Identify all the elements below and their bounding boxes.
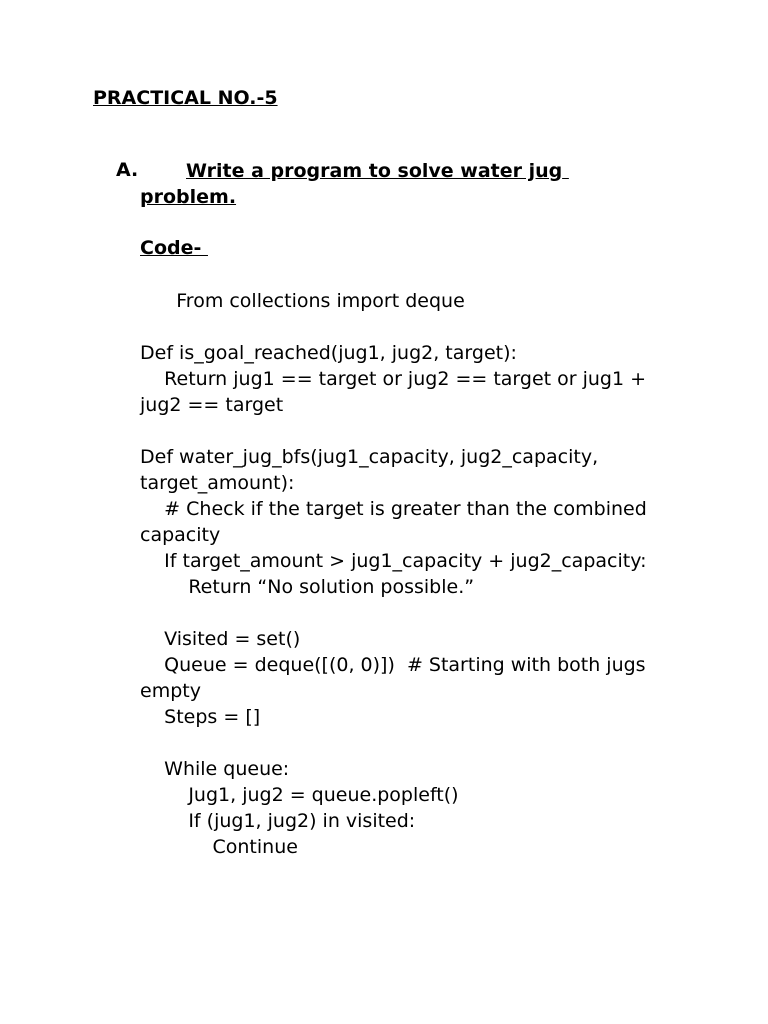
code-line: Def water_jug_bfs(jug1_capacity, jug2_capacity, target_amount): bbox=[140, 446, 605, 494]
code-line: From collections import deque bbox=[140, 290, 465, 312]
code-line bbox=[140, 314, 680, 340]
code-line: Queue = deque([(0, 0)]) # Starting with both jugs empty bbox=[140, 654, 652, 702]
code-line: Continue bbox=[140, 836, 298, 858]
code-line: Return jug1 == target or jug2 == target or jug1 + jug2 == target bbox=[140, 368, 653, 416]
code-line: # Check if the target is greater than the combined capacity bbox=[140, 498, 653, 546]
code-block bbox=[140, 288, 680, 860]
code-line: If target_amount > jug1_capacity + jug2_capacity: bbox=[140, 550, 647, 572]
code-line: Jug1, jug2 = queue.popleft() bbox=[140, 784, 459, 806]
code-line: Return “No solution possible.” bbox=[140, 576, 475, 598]
code-line: Def is_goal_reached(jug1, jug2, target): bbox=[140, 342, 517, 364]
code-line bbox=[140, 730, 680, 756]
code-line: If (jug1, jug2) in visited: bbox=[140, 810, 416, 832]
code-line bbox=[140, 418, 680, 444]
code-label: Code- bbox=[140, 237, 208, 259]
question-text: Write a program to solve water jug problem. bbox=[140, 160, 569, 208]
practical-heading: PRACTICAL NO.-5 bbox=[93, 87, 278, 109]
code-line: While queue: bbox=[140, 758, 290, 780]
code-line bbox=[140, 600, 680, 626]
code-line: Visited = set() bbox=[140, 628, 301, 650]
code-line: Steps = [] bbox=[140, 706, 261, 728]
question-label: A. bbox=[116, 159, 139, 181]
